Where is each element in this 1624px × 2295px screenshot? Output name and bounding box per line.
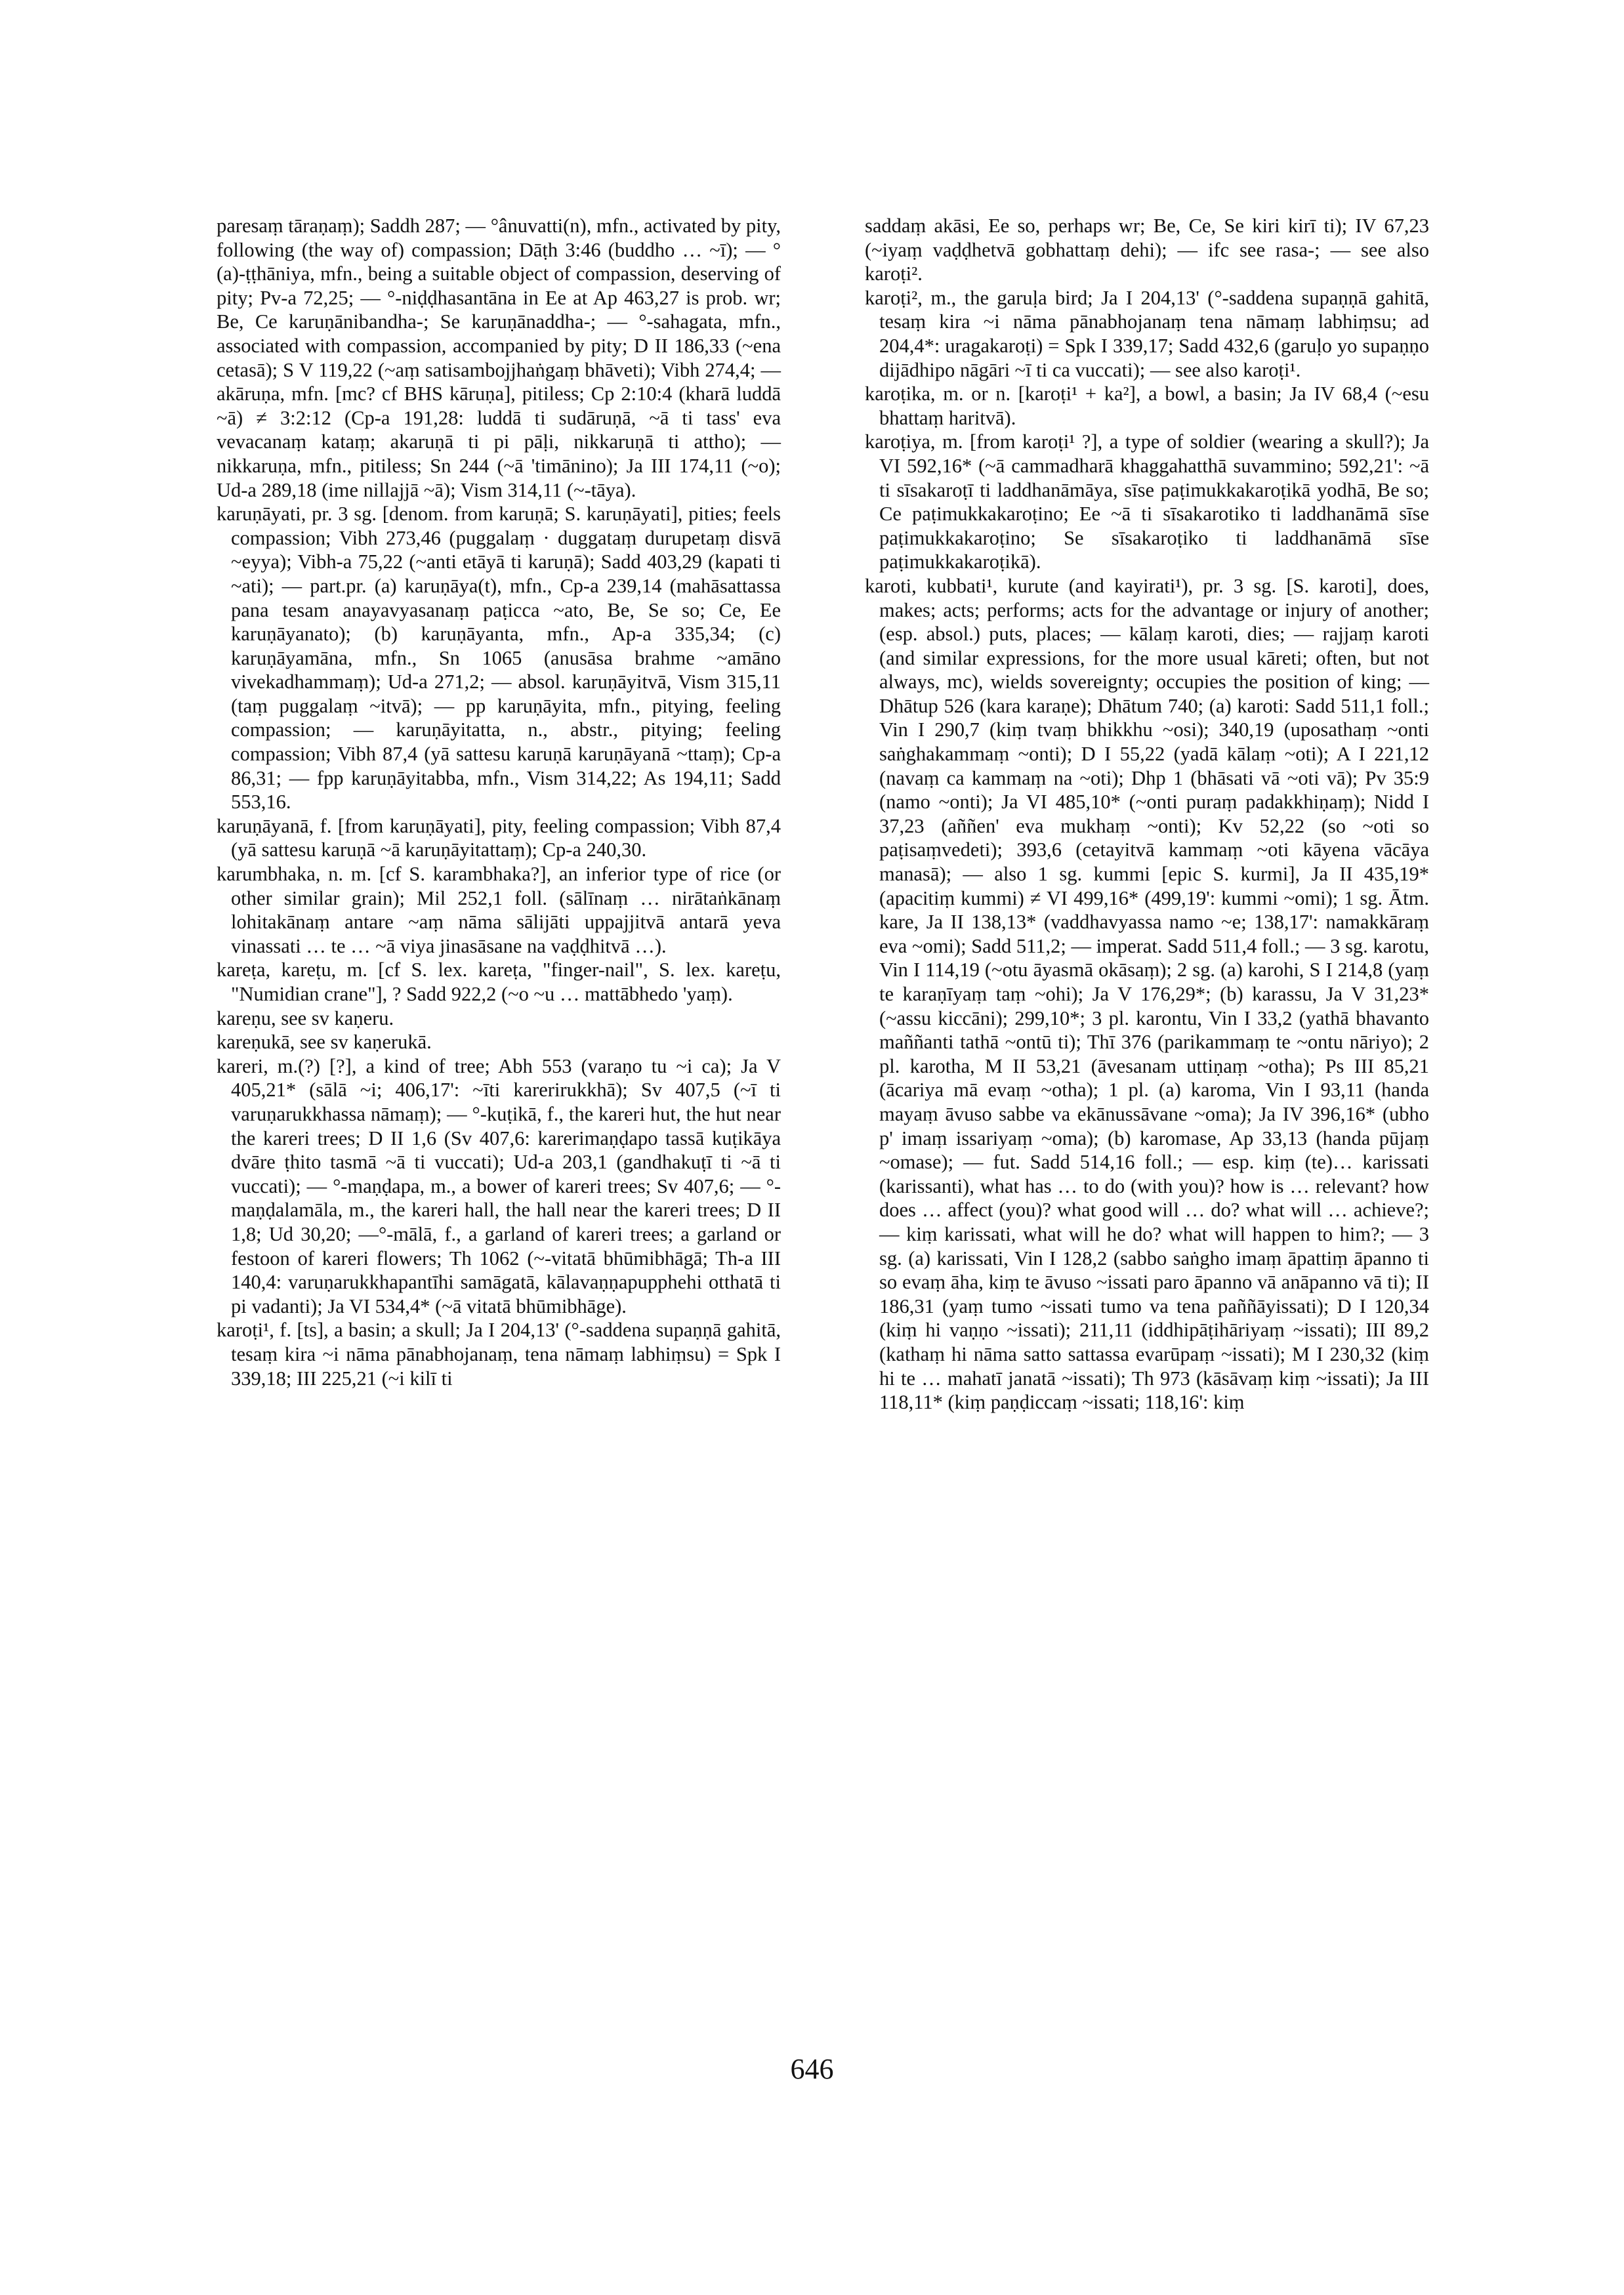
- entry-continuation-paresam: paresaṃ tāraṇaṃ); Saddh 287; — °ânuvatti(n), mfn., activated by pity, following (the way of) compassion; Dāṭh 3:46 (buddho … ~ī); — °(a)-ṭṭhāniya, mfn., being a suitable object of compassion, deserving of pity; Pv-a 72,25; — °-niḍḍhasantāna in Ee at Ap 463,27 is prob. wr; Be, Ce karuṇānibandha-; Se karuṇānaddha-; — °-sahagata, mfn., associated with compassion, accompanied by pity; D II 186,33 (~ena cetasā); S V 119,22 (~aṃ satisambojjhaṅgaṃ bhāveti); Vibh 274,4; — akāruṇa, mfn. [mc? cf BHS kāruṇa], pitiless; Cp 2:10:4 (kharā luddā ~ā) ≠ 3:2:12 (Cp-a 191,28: luddā ti sudāruṇā, ~ā ti tass' eva vevacanaṃ kataṃ; akaruṇā ti pi pāḷi, nikkaruṇā ti attho); — nikkaruṇa, mfn., pitiless; Sn 244 (~ā 'timānino); Ja III 174,11 (~o); Ud-a 289,18 (ime nillajjā ~ā); Vism 314,11 (~-tāya).: [217, 215, 781, 501]
- entry-karoti-1: karoṭi¹, f. [ts], a basin; a skull; Ja I 204,13' (°-saddena supaṇṇā gahitā, tesaṃ kira ~i nāma pānabhojanaṃ, tena nāmaṃ labhiṃsu) = Spk I 339,18; III 225,21 (~i kilī ti: [217, 1319, 781, 1390]
- entry-continuation-saddam: saddaṃ akāsi, Ee so, perhaps wr; Be, Ce, Se kiri kirī ti); IV 67,23 (~iyaṃ vaḍḍhetvā gobhattaṃ dehi); — ifc see rasa-; — see also karoṭi².: [865, 215, 1429, 285]
- page-number: 646: [790, 2053, 834, 2085]
- right-column: [865, 214, 1429, 1415]
- entry-karenu: kareṇu, see sv kaṇeru.: [217, 1006, 394, 1029]
- entry-karoti-2: karoṭi², m., the garuḷa bird; Ja I 204,13' (°-saddena supaṇṇā gahitā, tesaṃ kira ~i nāma pānabhojanaṃ tena nāmaṃ labhiṃsu; ad 204,4*: uragakaroṭi) = Spk I 339,17; Sadd 432,6 (garuḷo yo supaṇṇo dijādhipo nāgāri ~ī ti ca vuccati); — see also karoṭi¹.: [865, 286, 1429, 381]
- entry-karunayati: karuṇāyati, pr. 3 sg. [denom. from karuṇā; S. karuṇāyati], pities; feels compassion; Vibh 273,46 (puggalaṃ · duggataṃ durupetaṃ disvā ~eyya); Vibh-a 75,22 (~anti etāyā ti karuṇā); Sadd 403,29 (kapati ti ~ati); — part.pr. (a) karuṇāya(t), mfn., Cp-a 239,14 (mahāsattassa pana tesam anayavyasanaṃ paṭicca ~ato, Be, Se so; Ce, Ee karuṇāyanato); (b) karuṇāyanta, mfn., Ap-a 335,34; (c) karuṇāyamāna, mfn., Sn 1065 (anusāsa brahme ~amāno vivekadhammaṃ); Ud-a 271,2; — absol. karuṇāyitvā, Vism 315,11 (taṃ puggalaṃ ~itvā); — pp karuṇāyita, mfn., pitying, feeling compassion; — karuṇāyitatta, n., abstr., pitying; feeling compassion; Vibh 87,4 (yā sattesu karuṇā karuṇāyanā ~ttaṃ); Cp-a 86,31; — fpp karuṇāyitabba, mfn., Vism 314,22; As 194,11; Sadd 553,16.: [217, 503, 781, 814]
- entry-karenuka: kareṇukā, see sv kaṇerukā.: [217, 1031, 432, 1054]
- entry-kareta: kareṭa, kareṭu, m. [cf S. lex. kareṭa, "finger-nail", S. lex. kareṭu, "Numidian crane"], ? Sadd 922,2 (~o ~u … mattābhedo 'yaṃ).: [217, 959, 781, 1005]
- entry-karotiya: karoṭiya, m. [from karoṭi¹ ?], a type of soldier (wearing a skull?); Ja VI 592,16* (~ā cammadharā khaggahatthā suvammino; 592,21': ~ā ti sīsakaroṭī ti laddhanāmāya, sīse paṭimukkakaroṭikā yodhā, Be so; Ce paṭimukkakaroṭino; Ee ~ā ti sīsakarotiko ti laddhanāmā sīse paṭimukkakaroṭino; Se sīsakaroṭiko ti laddhanāmā sīse paṭimukkakaroṭikā).: [865, 430, 1429, 573]
- left-column: [217, 214, 781, 1390]
- entry-karoti-verb: karoti, kubbati¹, kurute (and kayirati¹), pr. 3 sg. [S. karoti], does, makes; acts; performs; acts for the advantage or injury of another; (esp. absol.) puts, places; — kālaṃ karoti, dies; — rajjaṃ karoti (and similar expressions, for the more usual kāreti; often, but not always, mc), wields sovereignty; occupies the position of king; — Dhātup 526 (kara karaṇe); Dhātum 740; (a) karoti: Sadd 511,1 foll.; Vin I 290,7 (kiṃ tvaṃ bhikkhu ~osi); 340,19 (uposathaṃ ~onti saṅghakammaṃ ~onti); D I 55,22 (yadā kālaṃ ~oti); A I 221,12 (navaṃ ca kammaṃ na ~oti); Dhp 1 (bhāsati vā ~oti vā); Pv 35:9 (namo ~onti); Ja VI 485,10* (~onti puraṃ padakkhiṇaṃ); Nidd I 37,23 (aññen' eva mukhaṃ ~onti); Kv 52,22 (so ~oti so paṭisaṃvedeti); 393,6 (cetayitvā kammaṃ ~oti kāyena vācāya manasā); — also 1 sg. kummi [epic S. kurmi], Ja II 435,19* (apacitiṃ kummi) ≠ VI 499,16* (499,19': kummi ~omi); 1 sg. Ātm. kare, Ja II 138,13* (vaddhavyassa namo ~e; 138,17': namakkāraṃ eva ~omi); Sadd 511,2; — imperat. Sadd 511,4 foll.; — 3 sg. karotu, Vin I 114,19 (~otu āyasmā okāsaṃ); 2 sg. (a) karohi, S I 214,8 (yaṃ te karaṇīyaṃ taṃ ~ohi); Ja V 176,29*; (b) karassu, Ja V 31,23* (~assu kiccāni); 299,10*; 3 pl. karontu, Vin I 33,2 (yathā bhavanto maññanti tathā ~ontū ti); Thī 376 (parikammaṃ te ~ontu nāriyo); 2 pl. karotha, M II 53,21 (āvesanam uttiṇaṃ ~otha); Ps III 85,21 (ācariya mā evaṃ ~otha); 1 pl. (a) karoma, Vin I 93,11 (handa mayaṃ āvuso sabbe va ekānussāvane ~oma); Ja IV 396,16* (ubho p' imaṃ issariyaṃ ~oma); (b) karomase, Ap 33,13 (handa pūjaṃ ~omase); — fut. Sadd 514,16 foll.; — esp. kiṃ (te)… karissati (karissanti), what has … to do (with you)? how is … relevant? how does … affect (you)? what good will … do? what will … achieve?; — kiṃ karissati, what will he do? what will happen to him?; — 3 sg. (a) karissati, Vin I 128,2 (sabbo saṅgho imaṃ āpattiṃ āpanno ti so evaṃ āha, kiṃ te āvuso ~issati paro āpanno vā anāpanno vā ti); II 186,31 (yaṃ tumo ~issati tumo va tena paññāyissati); D I 120,34 (kiṃ hi vaṇṇo ~issati); 211,11 (iddhipāṭihāriyaṃ ~issati); III 89,2 (kathaṃ hi nāma satto sattassa evarūpaṃ ~issati); M I 230,32 (kiṃ hi te … mahatī janatā ~issati); Th 973 (kāsāvaṃ kiṃ ~issati); Ja III 118,11* (kiṃ paṇḍiccaṃ ~issati; 118,16': kiṃ: [865, 574, 1429, 1414]
- entry-karotika: karoṭika, m. or n. [karoṭi¹ + ka²], a bowl, a basin; Ja IV 68,4 (~esu bhattaṃ haritvā).: [865, 382, 1429, 429]
- entry-kareri: kareri, m.(?) [?], a kind of tree; Abh 553 (varaṇo tu ~i ca); Ja V 405,21* (sālā ~i; 406,17': ~īti karerirukkhā); Sv 407,5 (~ī ti varuṇarukkhassa nāmaṃ); — °-kuṭikā, f., the kareri hut, the hut near the kareri trees; D II 1,6 (Sv 407,6: karerimaṇḍapo tassā kuṭikāya dvāre ṭhito tasmā ~ā ti vuccati); Ud-a 203,1 (gandhakuṭī ti ~ā ti vuccati); — °-maṇḍapa, m., a bower of kareri trees; Sv 407,6; — °-maṇḍalamāla, m., the kareri hall, the hall near the kareri trees; D II 1,8; Ud 30,20; —°-mālā, f., a garland of kareri trees; a garland or festoon of kareri flowers; Th 1062 (~-vitatā bhūmibhāgā; Th-a III 140,4: varuṇarukkhapantīhi samāgatā, kālavaṇṇapupphehi otthatā ti pi vadanti); Ja VI 534,4* (~ā vitatā bhūmibhāge).: [217, 1054, 781, 1317]
- entry-karunayana: karuṇāyanā, f. [from karuṇāyati], pity, feeling compassion; Vibh 87,4 (yā sattesu karuṇā ~ā karuṇāyitattaṃ); Cp-a 240,30.: [217, 814, 781, 861]
- entry-karumbhaka: karumbhaka, n. m. [cf S. karambhaka?], an inferior type of rice (or other similar grain); Mil 252,1 foll. (sālīnaṃ … nirātaṅkānaṃ lohitakānaṃ antare ~aṃ nāma sālijāti uppajjitvā antarā yeva vinassati … te … ~ā viya jinasāsane na vaḍḍhitvā …).: [217, 863, 781, 957]
